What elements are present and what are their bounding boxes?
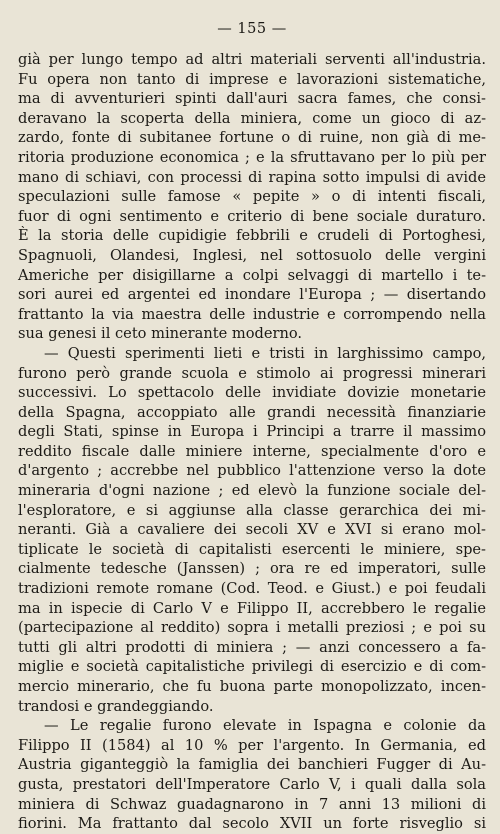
text-line: Austria giganteggiò la famiglia dei banchieri Fugger di Au- [18, 756, 486, 774]
text-line: (partecipazione al reddito) sopra i metalli preziosi ; e poi su [18, 619, 486, 637]
text-line: fiorini. Ma frattanto dal secolo XVII un forte risveglio si [18, 815, 486, 833]
page-number: — 155 — [217, 21, 287, 37]
text-line: l'esploratore, e si aggiunse alla classe gerarchica dei mi- [18, 501, 486, 519]
text-line: speculazioni sulle famose « pepite » o di intenti fiscali, [18, 188, 486, 206]
text-line: mano di schiavi, con processi di rapina sotto impulsi di avide [18, 168, 486, 186]
text-line: sori aurei ed argentei ed inondare l'Europa ; — disertando [18, 286, 486, 304]
text-line: d'argento ; accrebbe nel pubblico l'attenzione verso la dote [18, 462, 486, 480]
text-line: gusta, prestatori dell'Imperatore Carlo V, i quali dalla sola [18, 775, 486, 793]
text-line: zardo, fonte di subitanee fortune o di ruine, non già di me- [18, 129, 486, 147]
text-line: — Questi sperimenti lieti e tristi in larghissimo campo, [44, 344, 486, 362]
text-line: tradizioni remote romane (Cod. Teod. e Giust.) e poi feudali [18, 580, 486, 598]
text-line: ma in ispecie di Carlo V e Filippo II, accrebbero le regalie [18, 599, 486, 617]
text-line: cialmente tedesche (Janssen) ; ora re ed imperatori, sulle [18, 560, 486, 578]
text-line: fuor di ogni sentimento e criterio di bene sociale duraturo. [18, 207, 486, 225]
text-line: degli Stati, spinse in Europa i Principi a trarre il massimo [18, 423, 486, 441]
text-line: neranti. Già a cavaliere dei secoli XV e XVI si erano mol- [18, 521, 486, 539]
text-line: trandosi e grandeggiando. [18, 697, 214, 715]
text-line: Filippo II (1584) al 10 % per l'argento. In Germania, ed [18, 736, 486, 754]
text-line: miglie e società capitalistiche privilegi di esercizio e di com- [18, 658, 486, 676]
text-line: reddito fiscale dalle miniere interne, specialmente d'oro e [18, 442, 486, 460]
text-line: della Spagna, accoppiato alle grandi necessità finanziarie [18, 403, 486, 421]
text-line: già per lungo tempo ad altri materiali serventi all'industria. [18, 51, 486, 68]
text-line: successivi. Lo spettacolo delle invidiate dovizie monetarie [18, 384, 486, 402]
text-line: deravano la scoperta della miniera, come un gioco di az- [18, 109, 486, 127]
text-line: miniera di Schwaz guadagnarono in 7 anni 13 milioni di [18, 795, 486, 813]
paragraph-2 [18, 344, 486, 716]
text-line: ma di avventurieri spinti dall'auri sacra fames, che consi- [18, 90, 486, 108]
text-line: Spagnuoli, Olandesi, Inglesi, nel sottosuolo delle vergini [18, 246, 486, 264]
text-line: — Le regalie furono elevate in Ispagna e colonie da [44, 717, 486, 735]
text-line: È la storia delle cupidigie febbrili e crudeli di Portoghesi, [18, 227, 486, 245]
paragraph-1 [18, 50, 486, 344]
text-line: mercio minerario, che fu buona parte monopolizzato, incen- [18, 678, 486, 695]
text-line: Fu opera non tanto di imprese e lavorazioni sistematiche, [18, 70, 486, 88]
text-line: Americhe per disigillarne a colpi selvaggi di martello i te- [18, 266, 486, 284]
text-line: sua genesi il ceto minerante moderno. [18, 325, 303, 343]
text-line: frattanto la via maestra delle industrie e corrompendo nella [18, 305, 486, 323]
text-line: mineraria d'ogni nazione ; ed elevò la funzione sociale del- [18, 482, 486, 500]
text-line: furono però grande scuola e stimolo ai progressi minerari [18, 364, 486, 382]
text-line: tiplicate le società di capitalisti esercenti le miniere, spe- [18, 540, 486, 558]
text-line: ritoria produzione economica ; e la sfruttavano per lo più per [18, 148, 486, 166]
text-line: tutti gli altri prodotti di miniera ; — anzi concessero a fa- [18, 638, 486, 656]
paragraph-3 [18, 716, 486, 834]
